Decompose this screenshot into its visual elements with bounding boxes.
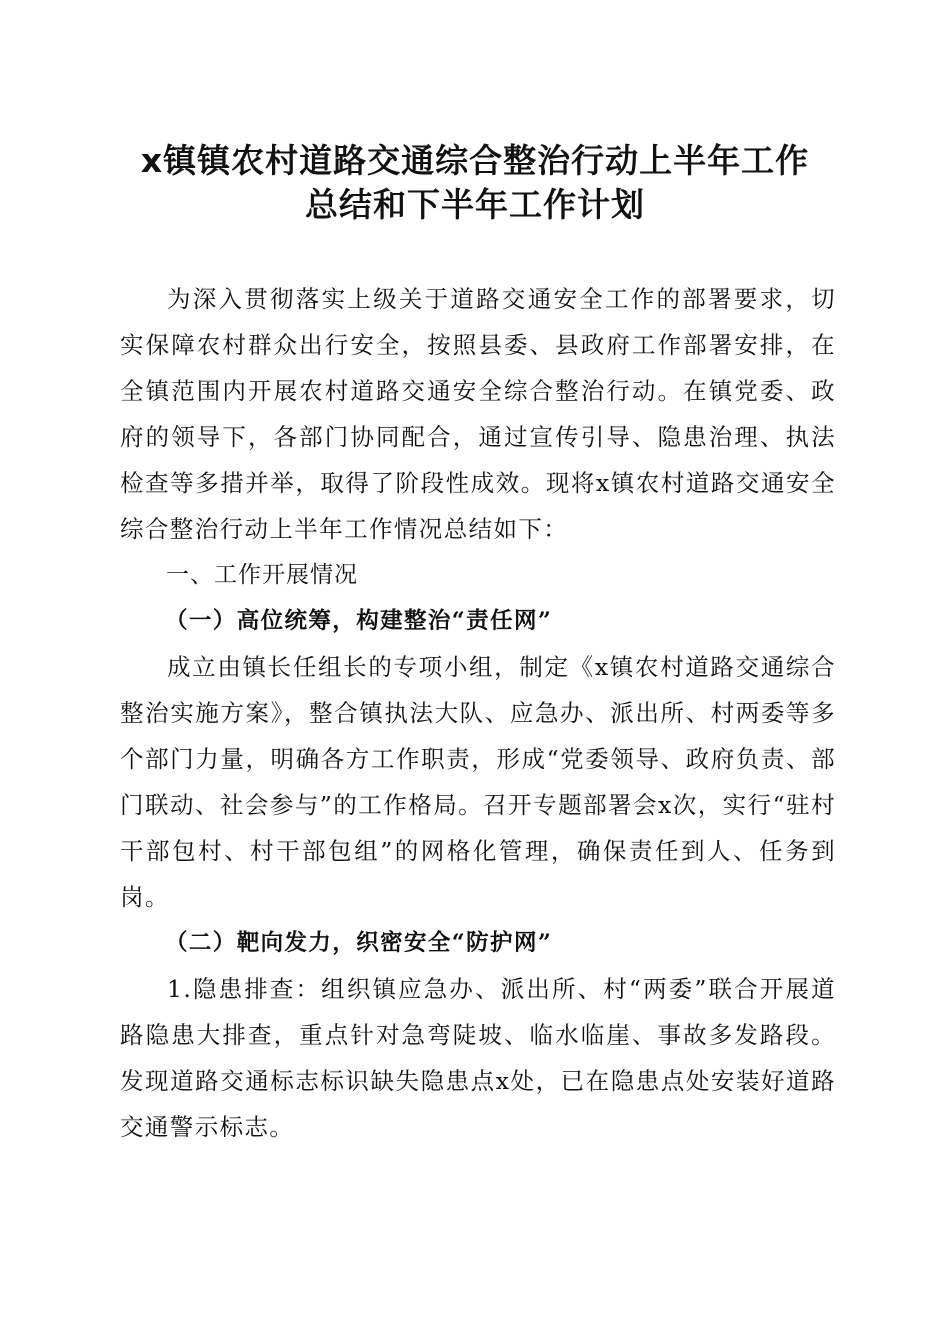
subsection-heading-2: （二）靶向发力，织密安全“防护网” — [165, 930, 553, 956]
document-body — [120, 276, 836, 1150]
subsection-2-item-1: 1.隐患排查：组织镇应急办、派出所、村“两委”联合开展道路隐患大排查，重点针对急弯陡坡、临水临崖、事故多发路段。发现道路交通标志标识缺失隐患点x处，已在隐患点处安装好道路交通警示标志。 — [120, 975, 836, 1141]
subsection-1-paragraph: 成立由镇长任组长的专项小组，制定《x镇农村道路交通综合整治实施方案》，整合镇执法大队、应急办、派出所、村两委等多个部门力量，明确各方工作职责，形成“党委领导、政府负责、部门联动、社会参与”的工作格局。召开专题部署会x次，实行“驻村干部包村、村干部包组”的网格化管理，确保责任到人、任务到岗。 — [120, 653, 836, 911]
intro-paragraph: 为深入贯彻落实上级关于道路交通安全工作的部署要求，切实保障农村群众出行安全，按照县委、县政府工作部署安排，在全镇范围内开展农村道路交通安全综合整治行动。在镇党委、政府的领导下，各部门协同配合，通过宣传引导、隐患治理、执法检查等多措并举，取得了阶段性成效。现将x镇农村道路交通安全综合整治行动上半年工作情况总结如下： — [120, 285, 836, 543]
subsection-heading-1: （一）高位统筹，构建整治“责任网” — [165, 608, 553, 634]
document-title-line-2: 总结和下半年工作计划 — [305, 185, 645, 224]
section-heading-1: 一、工作开展情况 — [166, 562, 358, 588]
document-title-line-1: x镇镇农村道路交通综合整治行动上半年工作 — [140, 141, 810, 180]
